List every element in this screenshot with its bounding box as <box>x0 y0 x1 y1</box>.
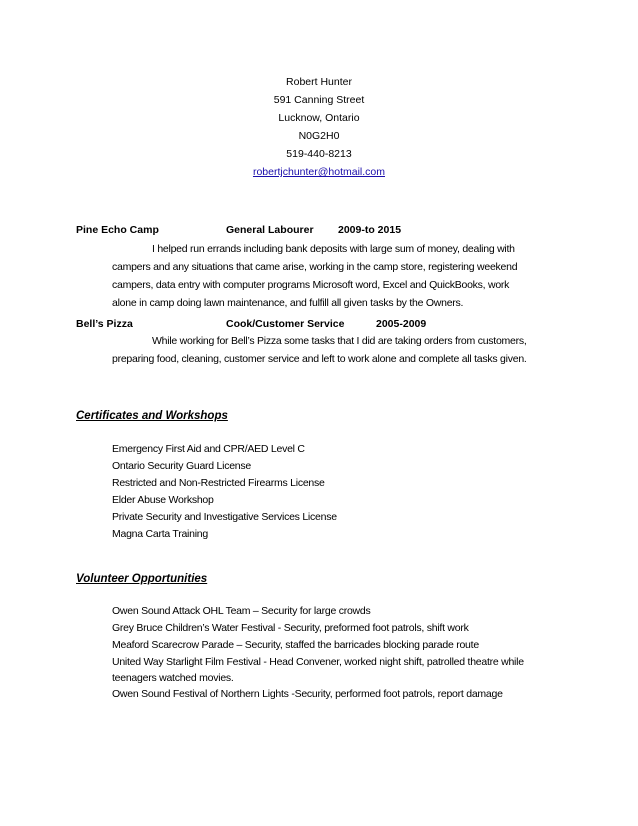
job-description-line: campers, data entry with computer programs Microsoft word, Excel and QuickBooks, work <box>112 279 510 291</box>
certificate-item: Restricted and Non-Restricted Firearms License <box>112 477 325 489</box>
contact-email-link[interactable]: robertjchunter@hotmail.com <box>252 166 386 178</box>
job-description-line: While working for Bell’s Pizza some tasks that I did are taking orders from customers, <box>152 335 527 347</box>
volunteer-item: Owen Sound Festival of Northern Lights -Security, performed foot patrols, report damage <box>112 688 503 700</box>
job-description-line: alone in camp doing lawn maintenance, and fulfill all given tasks by the Owners. <box>112 297 464 309</box>
volunteer-heading: Volunteer Opportunities <box>76 573 208 585</box>
certificate-item: Private Security and Investigative Services License <box>112 511 337 523</box>
contact-street: 591 Canning Street <box>273 94 365 106</box>
volunteer-item: United Way Starlight Film Festival - Head Convener, worked night shift, patrolled theatre while <box>112 656 524 668</box>
contact-postal: N0G2H0 <box>298 130 340 142</box>
volunteer-item: Grey Bruce Children’s Water Festival - Security, preformed foot patrols, shift work <box>112 622 469 634</box>
contact-phone: 519-440-8213 <box>286 148 352 160</box>
job-dates: 2009-to 2015 <box>338 224 402 236</box>
certificate-item: Magna Carta Training <box>112 528 208 540</box>
contact-email-row <box>0 166 638 179</box>
certificates-heading: Certificates and Workshops <box>76 410 228 422</box>
certificate-item: Emergency First Aid and CPR/AED Level C <box>112 443 305 455</box>
job-title: Cook/Customer Service <box>226 318 345 330</box>
job-employer: Bell’s Pizza <box>76 318 133 330</box>
job-employer: Pine Echo Camp <box>76 224 159 236</box>
volunteer-item: teenagers watched movies. <box>112 672 234 684</box>
contact-city: Lucknow, Ontario <box>278 112 360 124</box>
volunteer-item: Owen Sound Attack OHL Team – Security for large crowds <box>112 605 371 617</box>
certificate-item: Ontario Security Guard License <box>112 460 251 472</box>
job-title: General Labourer <box>226 224 314 236</box>
job-dates: 2005-2009 <box>376 318 427 330</box>
job-description-line: I helped run errands including bank deposits with large sum of money, dealing with <box>152 243 515 255</box>
volunteer-item: Meaford Scarecrow Parade – Security, staffed the barricades blocking parade route <box>112 639 479 651</box>
certificate-item: Elder Abuse Workshop <box>112 494 214 506</box>
contact-name: Robert Hunter <box>286 76 352 88</box>
job-description-line: preparing food, cleaning, customer service and left to work alone and complete all tasks given. <box>112 353 527 365</box>
job-description-line: campers and any situations that came arise, working in the camp store, registering weekend <box>112 261 518 273</box>
